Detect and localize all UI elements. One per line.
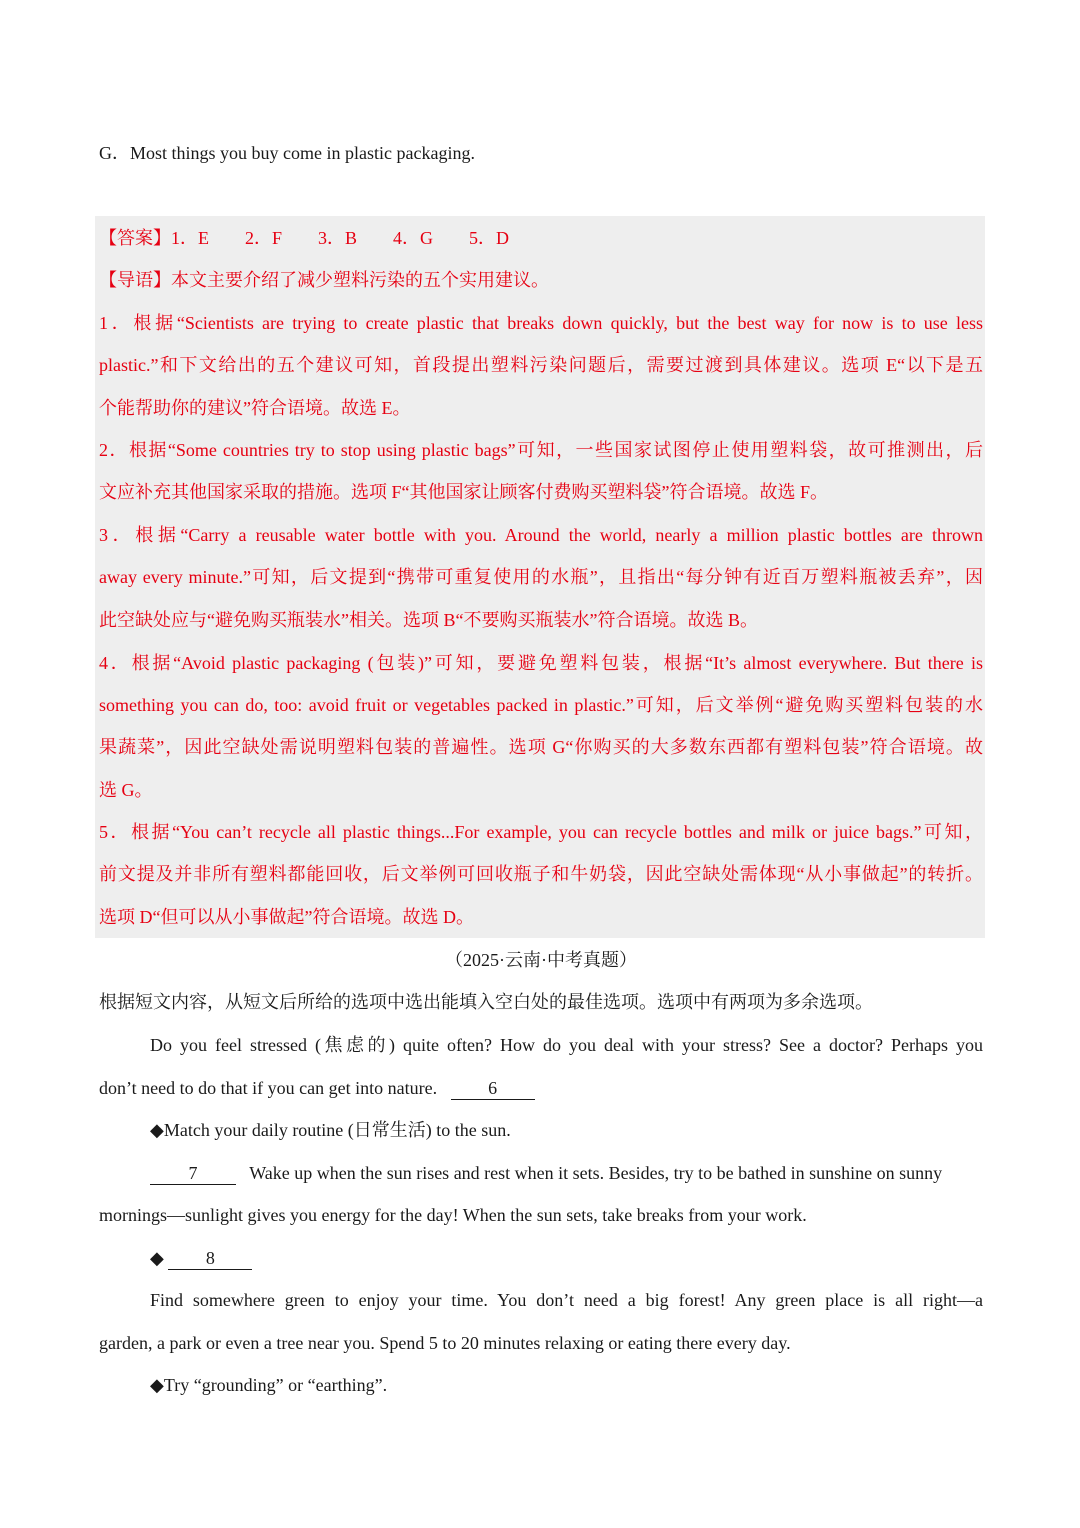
explanation-line: 1．根据“Scientists are trying to create plastic that breaks down quickly, but the best way for now is to use less xyxy=(99,313,983,333)
passage-heading: ◆Match your daily routine (日常生活) to the sun. xyxy=(150,1120,511,1140)
passage-line: Find somewhere green to enjoy your time. You don’t need a big forest! Any green place is all right—a xyxy=(150,1290,983,1310)
passage-line: Do you feel stressed (焦虑的) quite often? How do you deal with your stress? See a doctor? Perhaps you xyxy=(150,1035,983,1055)
explanation-line: 5．根据“You can’t recycle all plastic things...For example, you can recycle bottles and milk or juice bags.”可知， xyxy=(99,822,983,842)
passage-line xyxy=(99,1076,983,1100)
explanation-line: something you can do, too: avoid fruit or vegetables packed in plastic.”可知，后文举例“避免购买塑料包装的水 xyxy=(99,695,983,715)
explanation-line: 果蔬菜”，因此空缺处需说明塑料包装的普遍性。选项 G“你购买的大多数东西都有塑料包装”符合语境。故 xyxy=(99,737,983,757)
explanation-line: 个能帮助你的建议”符合语境。故选 E。 xyxy=(99,398,411,418)
explanation-line: 4．根据“Avoid plastic packaging (包装)”可知，要避免塑料包装，根据“It’s almost everywhere. But there is xyxy=(99,653,983,673)
passage-heading: ◆Try “grounding” or “earthing”. xyxy=(150,1375,388,1395)
explanation-line: 此空缺处应与“避免购买瓶装水”相关。选项 B“不要购买瓶装水”符合语境。故选 B。 xyxy=(99,610,758,630)
explanation-line: 3．根据“Carry a reusable water bottle with you. Around the world, nearly a million plastic bottles are thrown xyxy=(99,525,983,545)
explanation-line: 2．根据“Some countries try to stop using plastic bags”可知，一些国家试图停止使用塑料袋，故可推测出，后 xyxy=(99,440,983,460)
option-g: G．Most things you buy come in plastic packaging. xyxy=(99,143,475,163)
explanation-line: away every minute.”可知，后文提到“携带可重复使用的水瓶”，且指出“每分钟有近百万塑料瓶被丢弃”，因 xyxy=(99,567,983,587)
passage-line xyxy=(99,1161,983,1185)
passage-heading xyxy=(99,1246,983,1270)
answer-intro: 【导语】本文主要介绍了减少塑料污染的五个实用建议。 xyxy=(99,270,549,290)
explanation-line: 选项 D“但可以从小事做起”符合语境。故选 D。 xyxy=(99,907,474,927)
passage-text: don’t need to do that if you can get into nature. xyxy=(99,1078,438,1098)
passage-text: Wake up when the sun rises and rest when it sets. Besides, try to be bathed in sunshine on sunny xyxy=(249,1163,943,1183)
blank-7[interactable]: 7 xyxy=(150,1162,236,1185)
explanation-line: 前文提及并非所有塑料都能回收，后文举例可回收瓶子和牛奶袋，因此空缺处需体现“从小事做起”的转折。 xyxy=(99,864,983,884)
answer-key: 【答案】1．E 2．F 3．B 4．G 5．D xyxy=(99,228,510,248)
blank-6[interactable]: 6 xyxy=(451,1077,535,1100)
explanation-line: plastic.”和下文给出的五个建议可知，首段提出塑料污染问题后，需要过渡到具体建议。选项 E“以下是五 xyxy=(99,355,983,375)
passage-line: mornings—sunlight gives you energy for the day! When the sun sets, take breaks from your work. xyxy=(99,1205,807,1225)
passage-line: garden, a park or even a tree near you. Spend 5 to 20 minutes relaxing or eating there every day. xyxy=(99,1333,791,1353)
bullet-diamond-icon: ◆ xyxy=(150,1248,164,1268)
blank-8[interactable]: 8 xyxy=(168,1247,252,1270)
question-source: （2025·云南·中考真题） xyxy=(445,950,637,970)
explanation-line: 文应补充其他国家采取的措施。选项 F“其他国家让顾客付费购买塑料袋”符合语境。故选 F。 xyxy=(99,482,828,502)
instruction-text: 根据短文内容，从短文后所给的选项中选出能填入空白处的最佳选项。选项中有两项为多余选项。 xyxy=(99,992,873,1012)
explanation-line: 选 G。 xyxy=(99,780,153,800)
